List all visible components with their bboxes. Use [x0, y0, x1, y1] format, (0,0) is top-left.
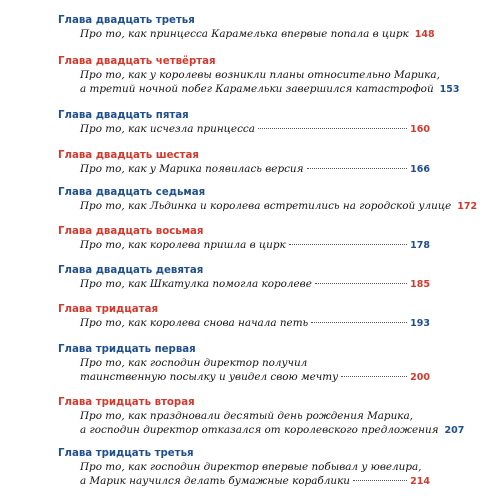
chapter-description: Про то, как у королевы возникли планы относительно Марика,	[80, 69, 440, 81]
dot-leader	[315, 283, 407, 284]
toc-entry	[58, 448, 430, 489]
dot-leader	[289, 244, 407, 245]
page-number: 166	[410, 164, 430, 175]
toc-entry	[58, 265, 430, 292]
chapter-description: Про то, как принцесса Карамелька впервые попала в цирк	[80, 28, 409, 40]
chapter-description: Про то, как праздновали десятый день рождения Марика,	[80, 410, 413, 422]
dot-leader	[258, 128, 407, 129]
toc-entry	[58, 15, 435, 42]
chapter-title: Глава двадцать третья	[58, 15, 195, 26]
toc-entry	[58, 344, 430, 385]
chapter-title: Глава тридцать третья	[58, 448, 194, 459]
dot-leader	[307, 168, 408, 169]
chapter-description: Про то, как Льдинка и королева встретились на городской улице	[80, 200, 452, 212]
chapter-title: Глава тридцатая	[58, 304, 159, 315]
page-number: 185	[410, 279, 430, 290]
chapter-description: Про то, как королева пришла в цирк	[80, 239, 286, 251]
page-number: 153	[439, 84, 460, 95]
page-number: 207	[444, 425, 465, 436]
chapter-description: Про то, как королева снова начала петь	[80, 317, 309, 329]
toc-entry	[58, 304, 430, 331]
page-number: 193	[410, 318, 430, 329]
toc-entry	[58, 397, 465, 438]
chapter-description: а Марик научился делать бумажные кораблики	[80, 475, 350, 487]
chapter-description: таинственную посылку и увидел свою мечту	[80, 371, 339, 383]
page-number: 172	[457, 201, 478, 212]
chapter-title: Глава тридцать вторая	[58, 397, 195, 408]
chapter-title: Глава двадцать четвёртая	[58, 56, 216, 67]
chapter-description: а третий ночной побег Карамельки завершился катастрофой	[80, 83, 434, 95]
dot-leader	[311, 322, 407, 323]
chapter-title: Глава двадцать восьмая	[58, 226, 204, 237]
chapter-description: а господин директор отказался от королевского предложения	[80, 424, 439, 436]
chapter-title: Глава двадцать девятая	[58, 265, 204, 276]
dot-leader	[353, 480, 407, 481]
page-number: 200	[410, 372, 430, 383]
chapter-description: Про то, как господин директор получил	[80, 357, 308, 369]
chapter-title: Глава двадцать шестая	[58, 150, 199, 161]
chapter-title: Глава двадцать седьмая	[58, 187, 206, 198]
toc-entry	[58, 187, 478, 214]
chapter-description: Про то, как исчезла принцесса	[80, 123, 255, 135]
toc-entry	[58, 56, 460, 97]
chapter-description: Про то, как у Марика появилась версия	[80, 163, 304, 175]
chapter-title: Глава тридцать первая	[58, 344, 196, 355]
page-number: 160	[410, 124, 430, 135]
page-number: 178	[410, 240, 430, 251]
chapter-description: Про то, как Шкатулка помогла королеве	[80, 278, 312, 290]
chapter-title: Глава двадцать пятая	[58, 110, 189, 121]
toc-entry	[58, 226, 430, 253]
dot-leader	[341, 376, 407, 377]
page-number: 148	[414, 29, 435, 40]
page-number: 214	[410, 476, 430, 487]
chapter-description: Про то, как господин директор впервые побывал у ювелира,	[80, 461, 422, 473]
toc-entry	[58, 110, 430, 137]
toc-entry	[58, 150, 430, 177]
